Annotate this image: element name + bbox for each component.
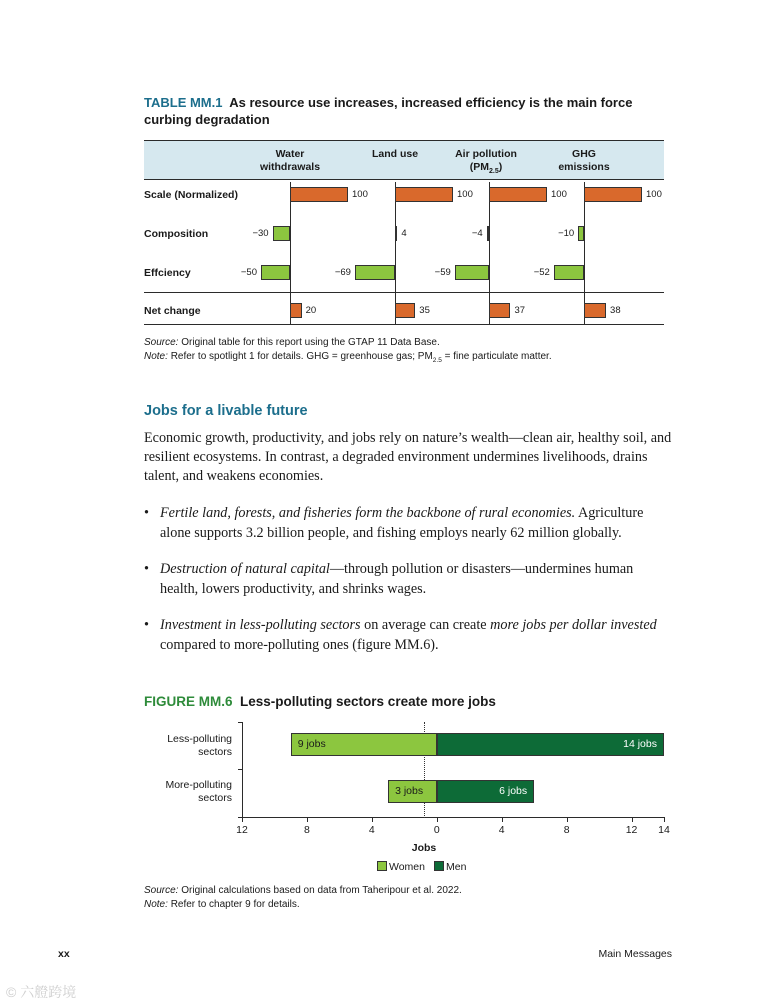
row-label-composition: Composition <box>144 228 209 240</box>
x-tick-label: 12 <box>236 824 248 836</box>
page-number: xx <box>58 948 70 960</box>
intro-paragraph: Economic growth, productivity, and jobs rely on nature’s wealth—clean air, healthy soil, and resilient ecosystems. In contrast, a degraded environment undermines livelihoods, drains talent, and weakens economies. <box>144 430 672 484</box>
section-heading: Jobs for a livable future <box>144 403 308 419</box>
table-title <box>144 94 674 128</box>
table-bar <box>487 226 489 241</box>
legend-item-men: Men <box>434 861 466 873</box>
bullet-item: • Destruction of natural capital—through pollution or disasters—undermines human health, lowers productivity, and shrinks wages. <box>144 561 634 597</box>
table-value-label: −4 <box>471 228 483 239</box>
table-value-label: −50 <box>240 267 257 278</box>
col-header-land: Land use <box>371 148 419 160</box>
x-tick-label: 8 <box>563 824 570 836</box>
x-axis-label: Jobs <box>411 842 437 854</box>
y-tick <box>238 769 242 770</box>
x-tick-mark <box>664 817 665 822</box>
table-bar <box>554 265 584 280</box>
watermark: © 六艠跨境 <box>6 984 77 1000</box>
table-value-label: 35 <box>419 305 430 316</box>
bar-women: 9 jobs <box>291 733 437 756</box>
legend-swatch <box>434 861 444 871</box>
x-tick-label: 4 <box>498 824 505 836</box>
table-bar <box>261 265 290 280</box>
figure-source: Source: Original calculations based on data from Taheripour et al. 2022. <box>144 885 462 896</box>
x-tick-mark <box>307 817 308 822</box>
bar-men: 14 jobs <box>437 733 664 756</box>
table-value-label: −30 <box>252 228 269 239</box>
figure-note: Note: Refer to chapter 9 for details. <box>144 899 300 910</box>
table-note: Note: Refer to spotlight 1 for details. GHG = greenhouse gas; $PM_{2.5}$ = fine particulate matter. <box>144 351 552 364</box>
table-bar <box>290 187 348 202</box>
table-bar <box>489 303 510 318</box>
table-value-label: 37 <box>514 305 526 316</box>
table-divider <box>144 292 664 293</box>
bar-men: 6 jobs <box>437 780 534 803</box>
bar-women: 3 jobs <box>388 780 437 803</box>
table-bar <box>455 265 489 280</box>
table-value-label: 4 <box>401 228 407 239</box>
table-value-label: 100 <box>646 189 662 200</box>
row-label-efficiency: Effciency <box>144 267 191 279</box>
row-label-scale: Scale (Normalized) <box>144 189 238 201</box>
table-bar <box>584 187 642 202</box>
table-value-label: 100 <box>551 189 567 200</box>
figure-title <box>144 694 496 709</box>
chart-x-axis <box>242 817 665 818</box>
table-value-label: 38 <box>610 305 621 316</box>
table-bar <box>584 303 606 318</box>
table-bar <box>578 226 584 241</box>
table-value-label: 20 <box>305 305 317 316</box>
col-header-air: Air pollution $(PM_{2.5})$ <box>455 148 517 176</box>
x-tick-label: 8 <box>304 824 310 836</box>
table-title-text: As resource use increases, increased efficiency is the main force curbing degradation <box>144 95 633 127</box>
x-tick-mark <box>502 817 503 822</box>
bullet-item: • Fertile land, forests, and fisheries form the backbone of rural economies. Agriculture alone supports 3.2 billion people, and fishing employs nearly 62 million globally. <box>144 505 644 541</box>
x-tick-label: 0 <box>433 824 440 836</box>
x-tick-mark <box>632 817 633 822</box>
table-source: Source: Original table for this report using the GTAP 11 Data Base. <box>144 337 440 348</box>
table-bar <box>395 303 415 318</box>
table-bottom-rule <box>144 324 664 325</box>
x-tick-mark <box>372 817 373 822</box>
x-tick-label: 14 <box>658 824 670 836</box>
table-value-label: −52 <box>533 267 550 278</box>
x-tick-mark <box>437 817 438 822</box>
table-value-label: −10 <box>558 228 575 239</box>
table-value-label: 100 <box>352 189 368 200</box>
table-bar <box>273 226 290 241</box>
x-tick-label: 4 <box>368 824 375 836</box>
row-label-net: Net change <box>144 305 201 317</box>
table-value-label: −69 <box>334 267 351 278</box>
y-tick <box>238 722 242 723</box>
table-value-label: −59 <box>434 267 451 278</box>
chart-y-axis <box>242 722 243 818</box>
legend-swatch <box>377 861 387 871</box>
category-label-less: Less-polluting sectors <box>167 733 232 758</box>
table-label: TABLE MM.1 <box>144 95 223 110</box>
category-label-more: More-polluting sectors <box>165 779 232 804</box>
x-tick-label: 12 <box>625 824 638 836</box>
x-tick-mark <box>567 817 568 822</box>
table-bar <box>395 187 453 202</box>
table-bar <box>395 226 397 241</box>
col-header-water: Water withdrawals <box>259 148 321 173</box>
figure-title-text: Less-polluting sectors create more jobs <box>240 694 496 709</box>
table-bar <box>355 265 395 280</box>
table-bar <box>489 187 547 202</box>
bullet-item: • Investment in less-polluting sectors on average can create more jobs per dollar invested compared to more-polluting ones (figure MM.6). <box>144 617 657 653</box>
legend-item-women: Women <box>377 861 425 873</box>
x-tick-mark <box>242 817 243 822</box>
table-bar <box>290 303 302 318</box>
figure-label: FIGURE MM.6 <box>144 694 233 709</box>
col-header-ghg: GHG emissions <box>558 148 610 173</box>
table-value-label: 100 <box>457 189 473 200</box>
running-footer: Main Messages <box>598 948 672 960</box>
